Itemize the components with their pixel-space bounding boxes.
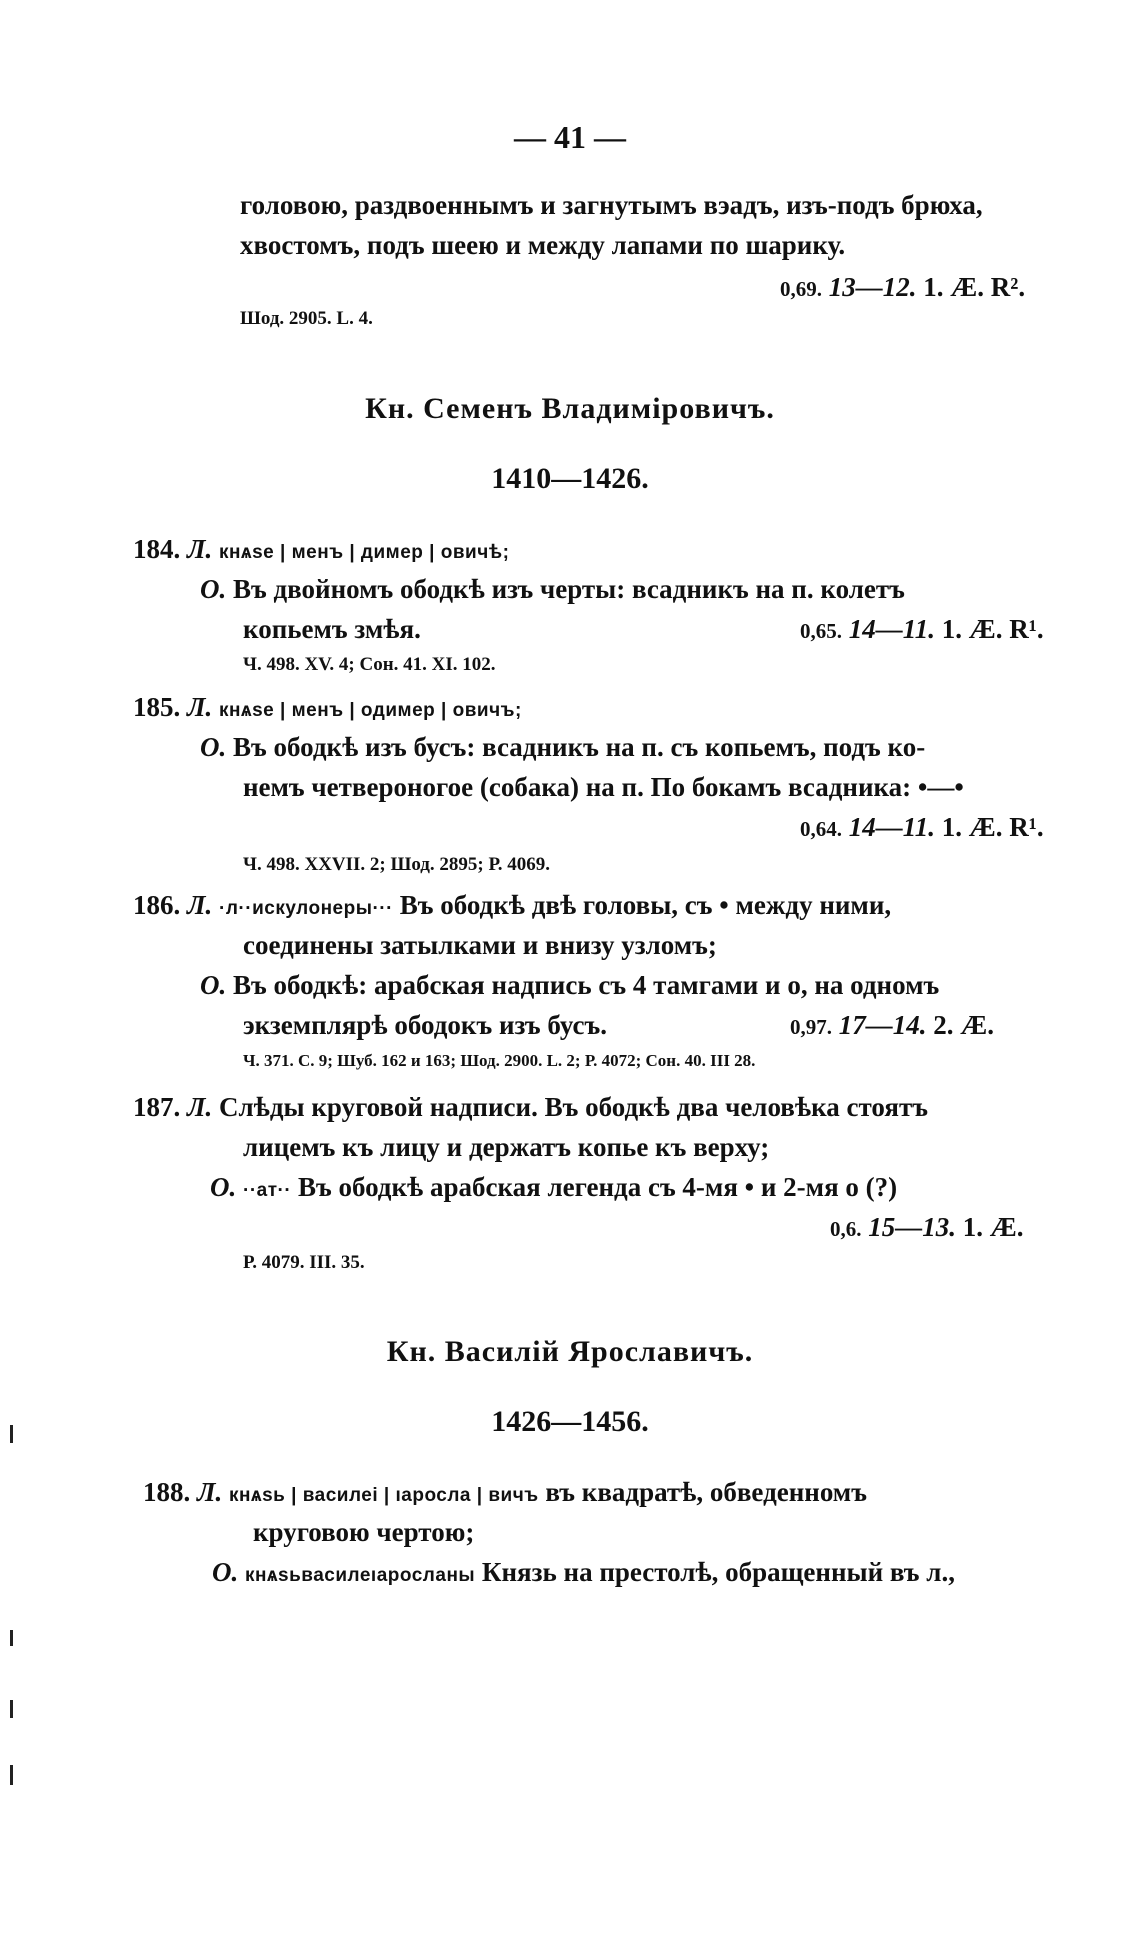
description: круговою чертою; xyxy=(253,1517,475,1547)
reference: Ч. 498. XV. 4; Сон. 41. XI. 102. xyxy=(243,654,496,675)
entry-188-legend-line xyxy=(143,1475,867,1513)
entry-184-reverse-line1 xyxy=(200,572,905,606)
description: въ квадратѣ, обведенномъ xyxy=(545,1477,867,1507)
count-metal: 2. Æ. xyxy=(933,1010,994,1040)
page-number: — 41 — xyxy=(514,119,626,155)
scan-mark xyxy=(10,1630,13,1646)
description: Въ двойномъ ободкѣ изъ черты: всадникъ на п. колетъ xyxy=(233,574,905,604)
entry-number: 187. xyxy=(133,1092,181,1122)
entry-187-reverse-line1 xyxy=(210,1170,897,1208)
size: 13—12. xyxy=(828,272,917,302)
entry-188-reverse-line1 xyxy=(212,1555,955,1593)
weight: 0,69. xyxy=(780,277,822,301)
reverse-label: О. xyxy=(200,970,227,1000)
size: 14—11. xyxy=(848,812,936,842)
count-metal: 1. Æ. R². xyxy=(923,272,1026,302)
legend-text: кнѧѕь | василеі | ıаросла | вичъ xyxy=(229,1485,539,1506)
reference: Ч. 371. С. 9; Шуб. 162 и 163; Шод. 2900. L. 2; Р. 4072; Сон. 40. III 28. xyxy=(243,1051,756,1070)
measurement-line xyxy=(800,810,1044,846)
scan-mark xyxy=(10,1700,13,1718)
entry-number: 185. xyxy=(133,692,181,722)
size: 15—13. xyxy=(868,1212,956,1242)
description: соединены затылками и внизу узломъ; xyxy=(243,930,717,960)
description: Князь на престолѣ, обращенный въ л., xyxy=(481,1557,955,1587)
reverse-label: О. xyxy=(210,1172,237,1202)
weight: 0,97. xyxy=(790,1015,832,1039)
description: Въ ободкѣ двѣ головы, съ • между ними, xyxy=(399,890,892,920)
description: немъ четвероногое (собака) на п. По бокамъ всадника: •—• xyxy=(243,772,964,802)
section-heading: Кн. Василiй Ярославичъ. xyxy=(386,1335,754,1368)
entry-185-legend-line xyxy=(133,690,522,728)
reference: Р. 4079. III. 35. xyxy=(243,1252,365,1273)
weight: 0,65. xyxy=(800,619,842,643)
text-line: хвостомъ, подъ шеею и между лапами по шарику. xyxy=(240,230,846,260)
reverse-label: О. xyxy=(212,1557,239,1587)
reference: Шод. 2905. L. 4. xyxy=(240,308,373,329)
entry-186-legend-line xyxy=(133,888,891,926)
obverse-label: Л. xyxy=(187,534,213,564)
description: Слѣды круговой надписи. Въ ободкѣ два человѣка стоятъ xyxy=(219,1092,928,1122)
weight: 0,64. xyxy=(800,817,842,841)
legend-text: кнѧѕе | менъ | димер | овичѣ; xyxy=(219,542,510,563)
text-line: головою, раздвоеннымъ и загнутымъ вэадъ, изъ-подъ брюха, xyxy=(240,190,983,220)
measurement-line xyxy=(790,1008,994,1044)
entry-187-legend-line xyxy=(133,1090,928,1124)
weight: 0,6. xyxy=(830,1217,862,1241)
measurement-line xyxy=(800,612,1044,648)
scan-mark xyxy=(10,1765,13,1785)
legend-text: ·л··искулонеры··· xyxy=(219,898,393,919)
obverse-label: Л. xyxy=(197,1477,223,1507)
entry-number: 184. xyxy=(133,534,181,564)
count-metal: 1. Æ. xyxy=(962,1212,1024,1242)
measurement-line xyxy=(830,1210,1024,1246)
entry-number: 186. xyxy=(133,890,181,920)
description: Въ ободкѣ: арабская надпись съ 4 тамгами и о, на одномъ xyxy=(233,970,940,1000)
section-years: 1410—1426. xyxy=(491,462,649,495)
section-heading: Кн. Семенъ Владимiровичъ. xyxy=(365,392,775,425)
entry-185-reverse-line1 xyxy=(200,730,925,764)
obverse-label: Л. xyxy=(187,692,213,722)
entry-number: 188. xyxy=(143,1477,191,1507)
entry-184-legend-line xyxy=(133,532,509,570)
size: 14—11. xyxy=(848,614,936,644)
obverse-label: Л. xyxy=(187,890,213,920)
description: Въ ободкѣ изъ бусъ: всадникъ на п. съ копьемъ, подъ ко- xyxy=(233,732,926,762)
description: лицемъ къ лицу и держатъ копье къ верху; xyxy=(243,1132,770,1162)
reference: Ч. 498. XXVII. 2; Шод. 2895; Р. 4069. xyxy=(243,854,550,875)
entry-186-reverse-line1 xyxy=(200,968,939,1002)
legend-text: ··ат·· xyxy=(243,1180,292,1201)
legend-text: кнѧѕьвасилеıаросланы xyxy=(245,1565,476,1586)
legend-text: кнѧѕе | менъ | одимер | овичъ; xyxy=(219,700,522,721)
description: Въ ободкѣ арабская легенда съ 4-мя • и 2-мя о (?) xyxy=(297,1172,898,1202)
scan-mark xyxy=(10,1425,13,1443)
obverse-label: Л. xyxy=(187,1092,213,1122)
count-metal: 1. Æ. R¹. xyxy=(941,812,1044,842)
size: 17—14. xyxy=(838,1010,927,1040)
reverse-label: О. xyxy=(200,574,227,604)
measurement-line xyxy=(780,270,1025,306)
description: копьемъ змѣя. xyxy=(243,614,421,644)
section-years: 1426—1456. xyxy=(491,1405,649,1438)
count-metal: 1. Æ. R¹. xyxy=(941,614,1044,644)
reverse-label: О. xyxy=(200,732,227,762)
description: экземплярѣ ободокъ изъ бусъ. xyxy=(243,1010,607,1040)
